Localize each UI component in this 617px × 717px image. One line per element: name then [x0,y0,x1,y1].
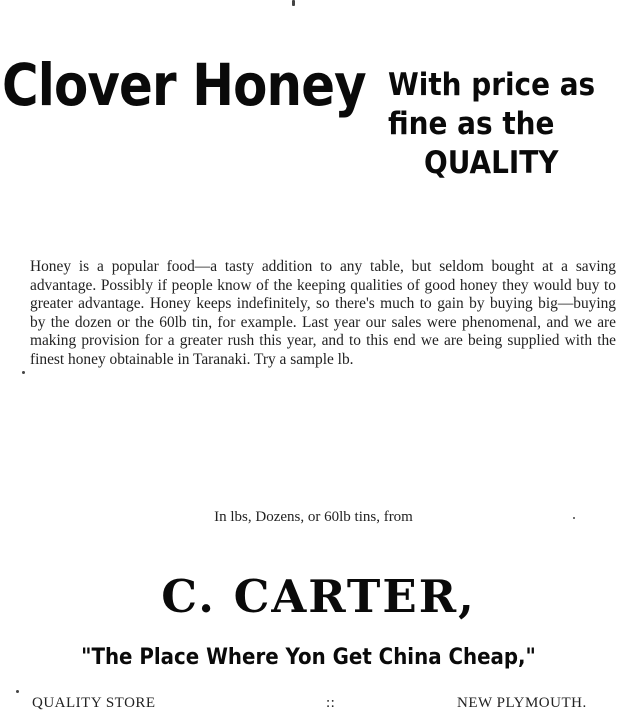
body-paragraph: Honey is a popular food—a tasty addition to any table, but seldom bought at a saving advantage. Possibly if people know of the keeping qualities of good honey they would buy to greater advantage. Honey keeps indefinitely, so there's much to gain by buying big—buying by the dozen or the 60lb tin, for example. Last year our sales were phenomenal, and we are making provision for a greater rush this year, and to this end we are being supplied with the finest honey obtainable in Taranaki. Try a sample lb. [30,258,616,368]
print-speck [292,0,295,6]
merchant-name: C. CARTER, [161,570,476,623]
footer-separator: :: [326,695,336,711]
availability-line: In lbs, Dozens, or 60lb tins, from [214,509,413,525]
slogan: "The Place Where Yon Get China Cheap," [81,645,536,670]
headline: Clover Honey [2,51,366,119]
tagline-line-3: QUALITY [424,145,559,181]
print-speck [22,371,25,374]
print-speck [16,690,19,693]
tagline-line-2: fine as the [388,106,555,142]
tagline-line-1: With price as [388,67,596,103]
footer-town: NEW PLYMOUTH. [457,695,587,711]
tagline [388,66,617,183]
footer-store: QUALITY STORE [32,695,156,711]
print-speck [573,517,575,519]
